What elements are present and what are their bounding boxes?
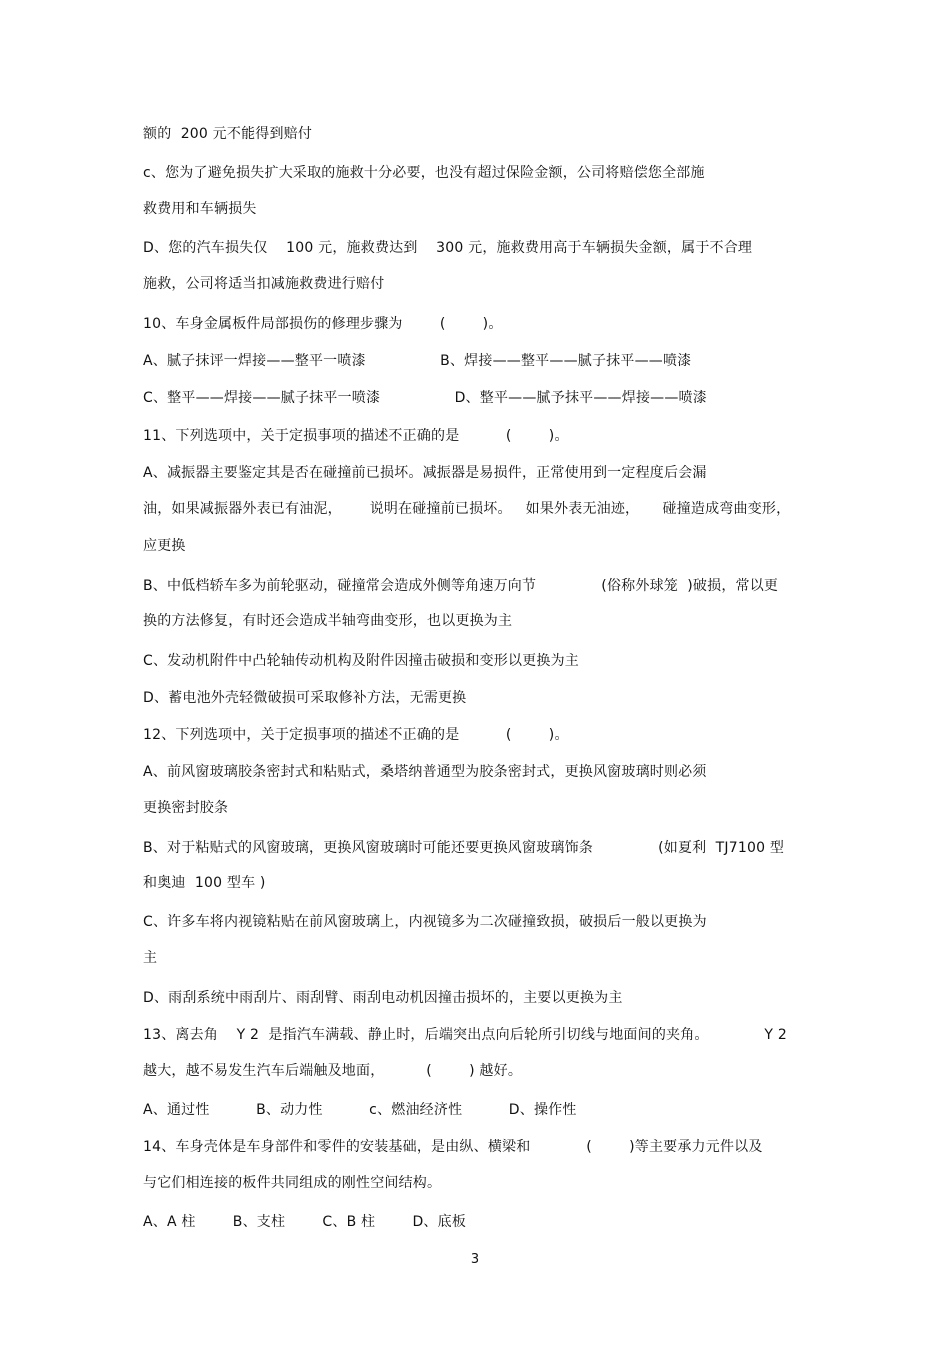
text-line: A、前风窗玻璃胶条密封式和粘贴式，桑塔纳普通型为胶条密封式，更换风窗玻璃时则必须 — [143, 764, 707, 780]
text-line: C、发动机附件中凸轮轴传动机构及附件因撞击破损和变形以更换为主 — [143, 653, 579, 669]
text-line: 额的 200 元不能得到赔付 — [143, 126, 313, 142]
text-line: A、A 柱 B、支柱 C、B 柱 D、底板 — [143, 1214, 467, 1230]
question-12: 12、下列选项中，关于定损事项的描述不正确的是 ( )。 — [143, 727, 569, 743]
text-line: 应更换 — [143, 538, 186, 554]
question-13: 13、离去角 Y 2 是指汽车满载、静止时，后端突出点向后轮所引切线与地面间的夹角。 Y 2 — [143, 1027, 787, 1043]
text-line: D、雨刮系统中雨刮片、雨刮臂、雨刮电动机因撞击损坏的，主要以更换为主 — [143, 990, 623, 1006]
text-line: C、整平——焊接——腻子抹平一喷漆 D、整平——腻予抹平——焊接——喷漆 — [143, 390, 707, 406]
question-14: 14、车身壳体是车身部件和零件的安装基础，是由纵、横梁和 ( )等主要承力元件以及 — [143, 1139, 763, 1155]
text-line: 与它们相连接的板件共同组成的刚性空间结构。 — [143, 1175, 442, 1191]
text-line: D、蓄电池外壳轻微破损可采取修补方法，无需更换 — [143, 690, 467, 706]
text-line: B、中低档轿车多为前轮驱动，碰撞常会造成外侧等角速万向节 (俗称外球笼 )破损，常以更 — [143, 578, 779, 594]
text-line: 主 — [143, 950, 158, 966]
text-line: 救费用和车辆损失 — [143, 201, 257, 217]
text-line: 和奥迪 100 型车 ) — [143, 875, 266, 891]
question-11: 11、下列选项中，关于定损事项的描述不正确的是 ( )。 — [143, 428, 569, 444]
text-line: B、对于粘贴式的风窗玻璃，更换风窗玻璃时可能还要更换风窗玻璃饰条 (如夏利 TJ7100 型 — [143, 840, 785, 856]
text-line: A、通过性 B、动力性 c、燃油经济性 D、操作性 — [143, 1102, 577, 1118]
text-line: A、减振器主要鉴定其是否在碰撞前已损坏。减振器是易损件，正常使用到一定程度后会漏 — [143, 465, 707, 481]
text-line: 油，如果减振器外表已有油泥， 说明在碰撞前已损坏。 如果外表无油迹， 碰撞造成弯曲变形， — [143, 501, 791, 517]
text-line: 越大，越不易发生汽车后端触及地面， ( ) 越好。 — [143, 1063, 523, 1079]
text-line: C、许多车将内视镜粘贴在前风窗玻璃上，内视镜多为二次碰撞致损，破损后一般以更换为 — [143, 914, 707, 930]
text-line: 更换密封胶条 — [143, 800, 229, 816]
text-line: 换的方法修复，有时还会造成半轴弯曲变形，也以更换为主 — [143, 613, 513, 629]
text-line: 施救，公司将适当扣减施救费进行赔付 — [143, 276, 385, 292]
text-line: D、您的汽车损失仅 100 元，施救费达到 300 元，施救费用高于车辆损失金额，属于不合理 — [143, 240, 753, 256]
text-line: c、您为了避免损失扩大采取的施救十分必要，也没有超过保险金额，公司将赔偿您全部施 — [143, 165, 705, 181]
page-number: 3 — [470, 1252, 480, 1267]
question-10: 10、车身金属板件局部损伤的修理步骤为 ( )。 — [143, 316, 503, 332]
text-line: A、腻子抹评一焊接——整平一喷漆 B、焊接——整平——腻子抹平——喷漆 — [143, 353, 692, 369]
